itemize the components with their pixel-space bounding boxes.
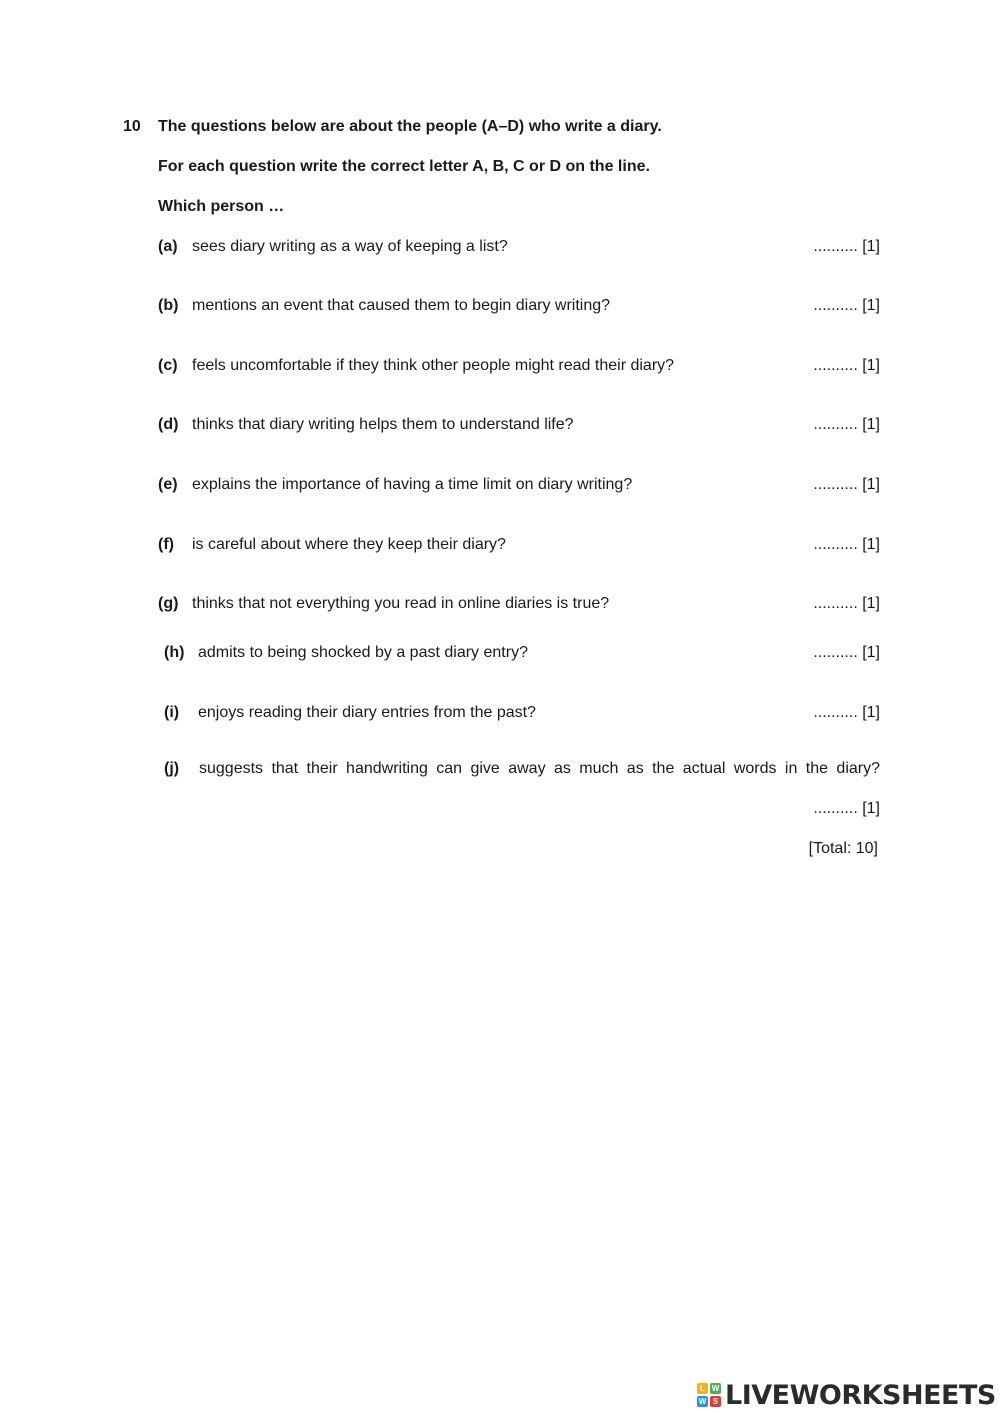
question-item-d — [158, 416, 880, 438]
item-text: is careful about where they keep their diary? — [192, 536, 506, 553]
liveworksheets-logo — [697, 1378, 996, 1412]
answer-blank[interactable]: .......... [1] — [813, 536, 880, 553]
item-letter: (h) — [164, 644, 185, 661]
item-text: thinks that not everything you read in online diaries is true? — [192, 595, 610, 612]
item-text: explains the importance of having a time limit on diary writing? — [192, 476, 633, 493]
item-text: suggests that their handwriting can give away as much as the actual words in the diary? — [199, 760, 880, 777]
item-letter: (e) — [158, 476, 178, 493]
logo-mark-tile: S — [710, 1396, 721, 1407]
answer-blank[interactable]: .......... [1] — [813, 800, 880, 817]
item-letter: (d) — [158, 416, 179, 433]
question-item-h — [164, 644, 880, 666]
logo-mark-icon — [697, 1383, 721, 1407]
question-item-b — [158, 297, 880, 319]
answer-blank[interactable]: .......... [1] — [813, 238, 880, 255]
item-text: enjoys reading their diary entries from the past? — [198, 704, 536, 721]
item-text: thinks that diary writing helps them to understand life? — [192, 416, 574, 433]
answer-blank[interactable]: .......... [1] — [813, 476, 880, 493]
answer-blank[interactable]: .......... [1] — [813, 644, 880, 661]
total-marks: [Total: 10] — [808, 840, 878, 857]
answer-blank[interactable]: .......... [1] — [813, 704, 880, 721]
question-number: 10 — [123, 118, 141, 135]
item-letter: (a) — [158, 238, 178, 255]
item-text: admits to being shocked by a past diary entry? — [198, 644, 528, 661]
answer-blank[interactable]: .......... [1] — [813, 595, 880, 612]
item-letter: (f) — [158, 536, 174, 553]
item-text: sees diary writing as a way of keeping a list? — [192, 238, 508, 255]
question-item-e — [158, 476, 880, 498]
item-letter: (j) — [164, 760, 180, 777]
item-letter: (g) — [158, 595, 179, 612]
question-item-a — [158, 238, 880, 260]
answer-blank[interactable]: .......... [1] — [813, 357, 880, 374]
logo-text: LIVEWORKSHEETS — [725, 1379, 996, 1411]
logo-mark-tile: L — [697, 1383, 708, 1394]
instruction-intro: The questions below are about the people (A–D) who write a diary. — [158, 118, 662, 135]
item-letter: (i) — [164, 704, 180, 721]
item-letter: (c) — [158, 357, 178, 374]
question-item-f — [158, 536, 880, 558]
item-text: mentions an event that caused them to begin diary writing? — [192, 297, 611, 314]
question-item-i — [164, 704, 880, 726]
question-item-g — [158, 595, 880, 617]
instruction-which-person: Which person … — [158, 198, 285, 215]
item-letter: (b) — [158, 297, 179, 314]
item-text: feels uncomfortable if they think other people might read their diary? — [192, 357, 675, 374]
answer-blank[interactable]: .......... [1] — [813, 416, 880, 433]
answer-blank[interactable]: .......... [1] — [813, 297, 880, 314]
question-item-c — [158, 357, 880, 379]
instruction-answer-format: For each question write the correct letter A, B, C or D on the line. — [158, 158, 650, 175]
logo-mark-tile: W — [698, 1397, 707, 1406]
logo-mark-tile: W — [711, 1384, 720, 1393]
